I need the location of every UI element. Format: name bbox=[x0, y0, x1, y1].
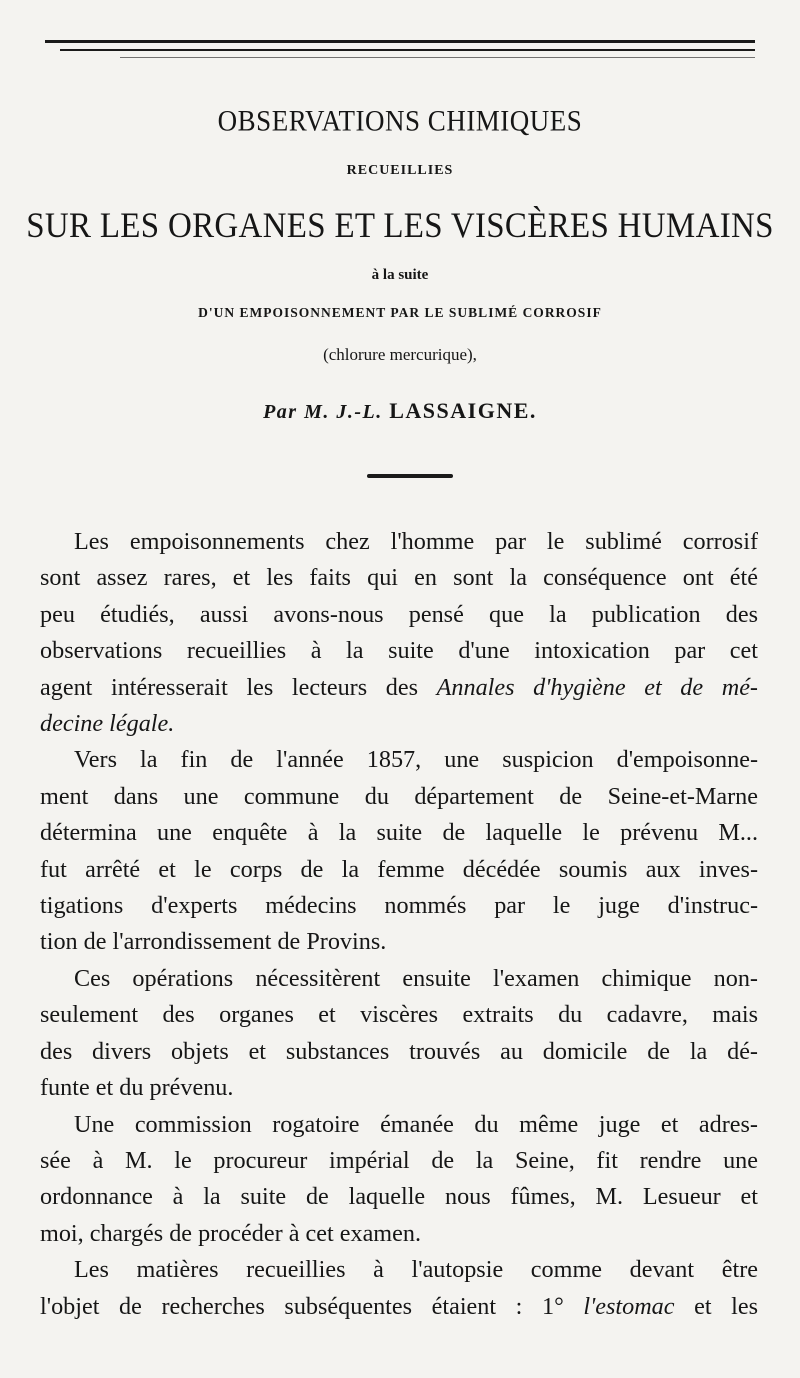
text-line: moi, chargés de procéder à cet examen. bbox=[40, 1219, 421, 1247]
text-line: Vers la fin de l'année 1857, une suspicion d'empoisonne- bbox=[74, 746, 758, 774]
text-line: Les empoisonnements chez l'homme par le sublimé corrosif bbox=[74, 528, 758, 555]
text-line bbox=[40, 706, 758, 742]
title-line-c: (chlorure mercurique), bbox=[323, 345, 477, 364]
article-body bbox=[40, 524, 758, 1325]
journal-title-cont: decine légale. bbox=[40, 710, 175, 738]
text-line: Les matières recueillies à l'autopsie comme devant être bbox=[74, 1256, 758, 1284]
text-line: funte et du prévenu. bbox=[40, 1074, 234, 1102]
text-line: ment dans une commune du département de Seine-et-Marne bbox=[40, 782, 758, 810]
text-run: et les bbox=[674, 1292, 758, 1320]
title-line-b: D'UN EMPOISONNEMENT PAR LE SUBLIMÉ CORROSIF bbox=[198, 305, 602, 320]
title-line-a: à la suite bbox=[371, 267, 429, 283]
text-line: tigations d'experts médecins nommés par le juge d'instruc- bbox=[40, 892, 758, 920]
text-line: peu étudiés, aussi avons-nous pensé que la publication des bbox=[40, 600, 758, 628]
header-rule-faint bbox=[120, 57, 755, 58]
text-line bbox=[40, 1289, 758, 1325]
text-line: des divers objets et substances trouvés au domicile de la dé- bbox=[40, 1037, 758, 1065]
text-line: observations recueillies à la suite d'une intoxication par cet bbox=[40, 637, 758, 665]
section-separator bbox=[367, 474, 453, 478]
journal-title: Annales d'hygiène et de mé- bbox=[436, 673, 758, 701]
text-line bbox=[40, 670, 758, 706]
text-line: Ces opérations nécessitèrent ensuite l'examen chimique non- bbox=[74, 964, 758, 992]
author-line bbox=[0, 398, 800, 424]
text-run: l'objet de recherches subséquentes étaient : 1° bbox=[40, 1292, 584, 1320]
organ-term: l'estomac bbox=[583, 1292, 675, 1320]
text-line: détermina une enquête à la suite de laquelle le prévenu M... bbox=[40, 819, 758, 847]
author-name: LASSAIGNE. bbox=[389, 398, 537, 423]
article-main-title: SUR LES ORGANES ET LES VISCÈRES HUMAINS bbox=[26, 206, 774, 246]
header-rule-thick bbox=[45, 40, 755, 43]
article-subtitle: RECUEILLIES bbox=[346, 163, 454, 178]
article-title: OBSERVATIONS CHIMIQUES bbox=[217, 104, 583, 138]
author-prefix: Par M. J.-L. bbox=[263, 401, 383, 423]
text-line: sée à M. le procureur impérial de la Seine, fit rendre une bbox=[40, 1146, 758, 1174]
header-rule-thin bbox=[60, 49, 755, 51]
text-line: seulement des organes et viscères extraits du cadavre, mais bbox=[40, 1001, 758, 1029]
text-line: tion de l'arrondissement de Provins. bbox=[40, 928, 387, 956]
text-run: agent intéresserait les lecteurs des bbox=[40, 673, 437, 701]
text-line: sont assez rares, et les faits qui en sont la conséquence ont été bbox=[40, 564, 758, 592]
text-line: ordonnance à la suite de laquelle nous fûmes, M. Lesueur et bbox=[40, 1183, 758, 1211]
text-line: fut arrêté et le corps de la femme décédée soumis aux inves- bbox=[40, 855, 758, 883]
text-line: Une commission rogatoire émanée du même juge et adres- bbox=[74, 1110, 758, 1138]
